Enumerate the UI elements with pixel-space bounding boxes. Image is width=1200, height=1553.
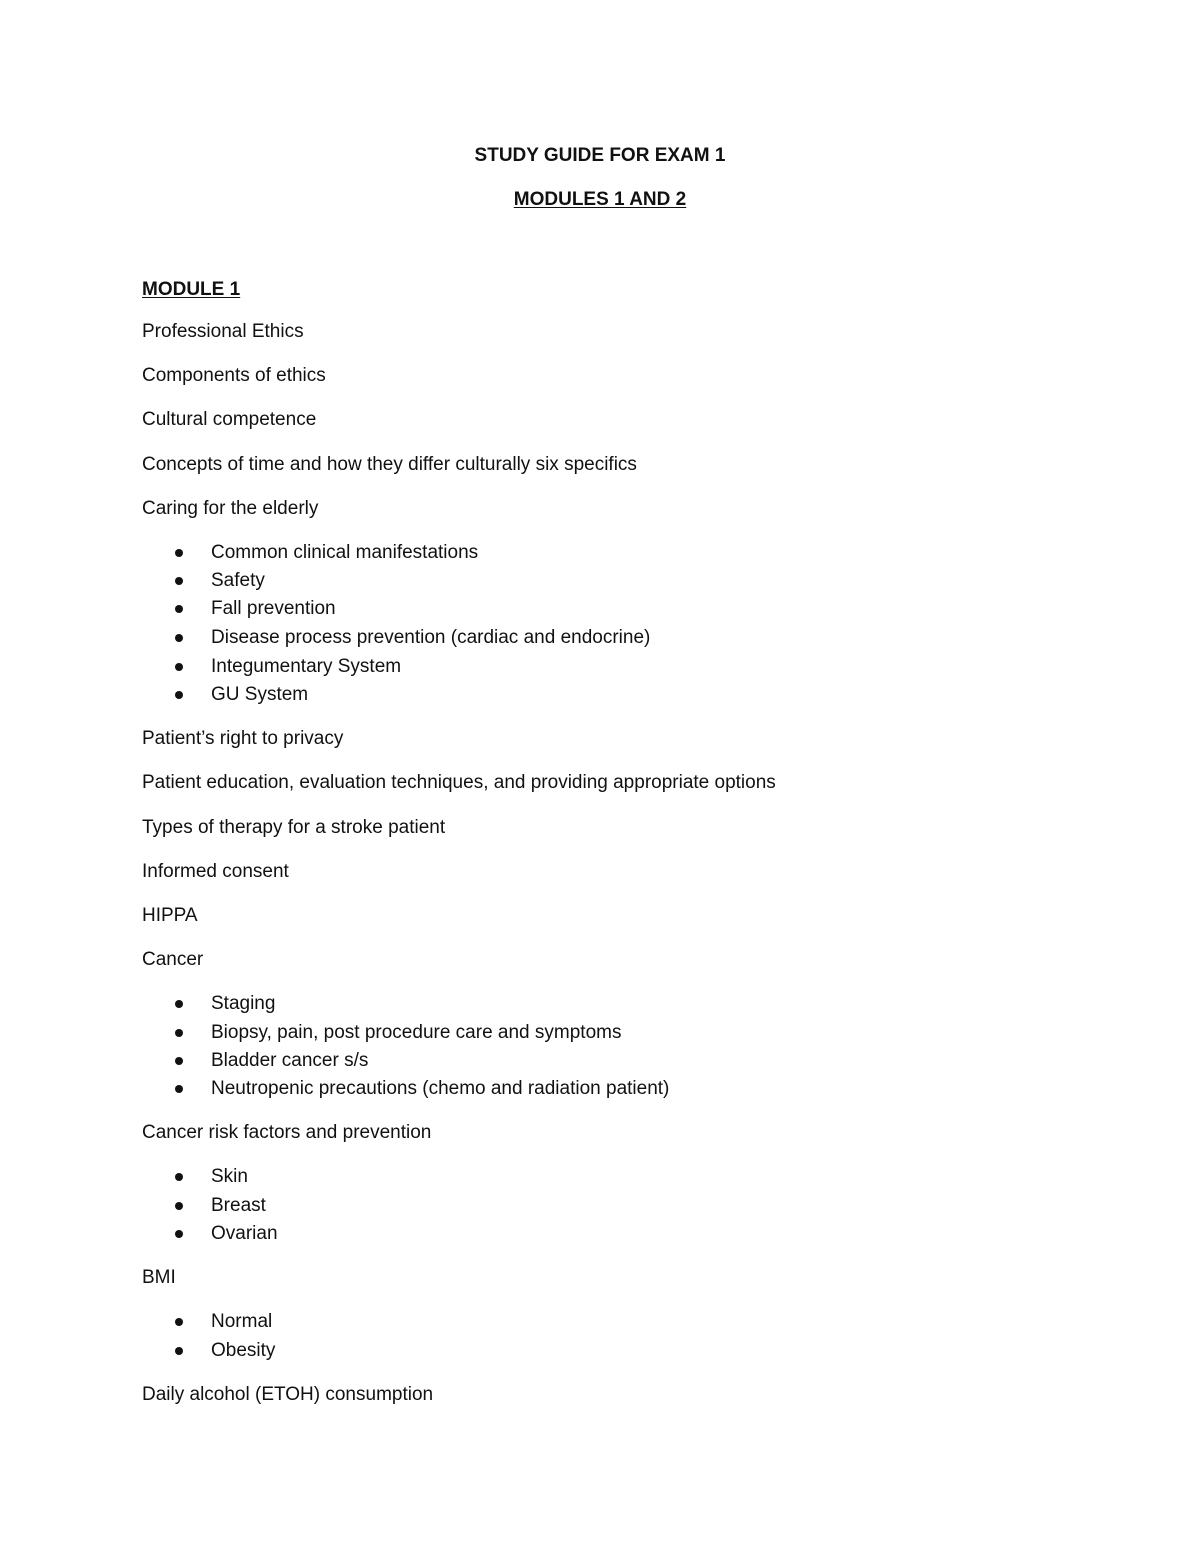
list-item-label: Fall prevention <box>211 598 336 619</box>
list-item-label: Common clinical manifestations <box>211 542 479 563</box>
bullet-icon <box>175 1318 183 1326</box>
list-item-label: GU System <box>211 684 309 705</box>
topic-patient-education: Patient education, evaluation techniques, and providing appropriate options <box>142 772 776 793</box>
list-item-label: Bladder cancer s/s <box>211 1050 369 1071</box>
section-heading-module-1: MODULE 1 <box>142 279 241 300</box>
bullet-icon <box>175 605 183 613</box>
bullet-icon <box>175 1230 183 1238</box>
bullet-icon <box>175 577 183 585</box>
list-item-label: Neutropenic precautions (chemo and radiation patient) <box>211 1078 670 1099</box>
list-item-label: Ovarian <box>211 1223 278 1244</box>
document-subtitle: MODULES 1 AND 2 <box>513 189 687 210</box>
bullet-icon <box>175 634 183 642</box>
topic-stroke-therapy: Types of therapy for a stroke patient <box>142 817 446 838</box>
list-item-label: Biopsy, pain, post procedure care and symptoms <box>211 1022 622 1043</box>
topic-bmi: BMI <box>142 1267 176 1288</box>
topic-cancer-risk-factors: Cancer risk factors and prevention <box>142 1122 432 1143</box>
topic-caring-for-elderly: Caring for the elderly <box>142 498 319 519</box>
bullet-icon <box>175 663 183 671</box>
list-item-label: Breast <box>211 1195 266 1216</box>
list-item-label: Safety <box>211 570 265 591</box>
list-item-label: Integumentary System <box>211 656 402 677</box>
topic-cancer: Cancer <box>142 949 204 970</box>
topic-hippa: HIPPA <box>142 905 198 926</box>
list-item-label: Normal <box>211 1311 273 1332</box>
list-item-label: Disease process prevention (cardiac and endocrine) <box>211 627 651 648</box>
bullet-icon <box>175 691 183 699</box>
topic-professional-ethics: Professional Ethics <box>142 321 304 342</box>
topic-concepts-of-time: Concepts of time and how they differ culturally six specifics <box>142 454 637 475</box>
list-item-label: Skin <box>211 1166 248 1187</box>
bullet-icon <box>175 1000 183 1008</box>
bullet-icon <box>175 1085 183 1093</box>
list-item-label: Staging <box>211 993 276 1014</box>
topic-informed-consent: Informed consent <box>142 861 289 882</box>
list-item-label: Obesity <box>211 1340 276 1361</box>
bullet-icon <box>175 1347 183 1355</box>
topic-daily-alcohol: Daily alcohol (ETOH) consumption <box>142 1384 434 1405</box>
topic-cultural-competence: Cultural competence <box>142 409 317 430</box>
bullet-icon <box>175 1202 183 1210</box>
topic-components-of-ethics: Components of ethics <box>142 365 326 386</box>
bullet-icon <box>175 1029 183 1037</box>
topic-patient-privacy: Patient’s right to privacy <box>142 728 344 749</box>
bullet-icon <box>175 549 183 557</box>
document-title: STUDY GUIDE FOR EXAM 1 <box>474 145 726 166</box>
bullet-icon <box>175 1173 183 1181</box>
bullet-icon <box>175 1057 183 1065</box>
